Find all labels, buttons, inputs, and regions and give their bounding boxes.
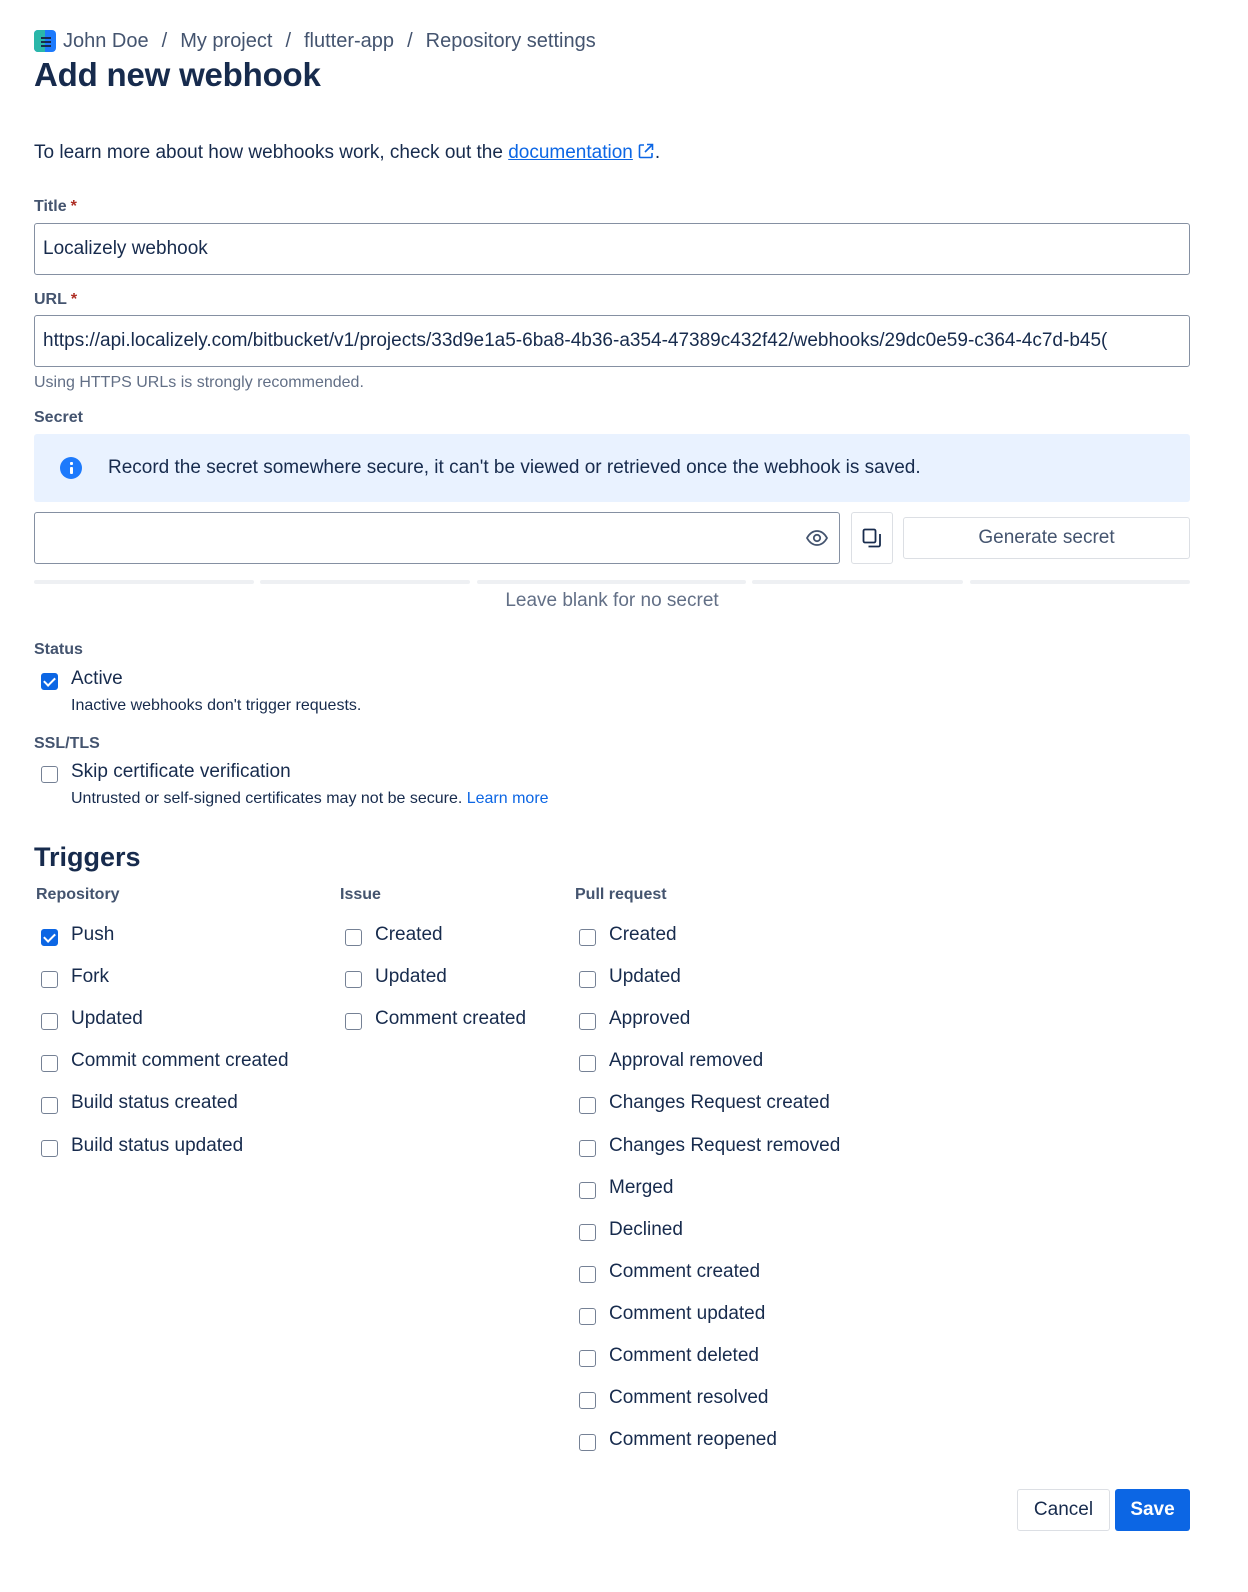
strength-segment bbox=[260, 580, 470, 584]
repository-build-status-updated-checkbox[interactable] bbox=[41, 1140, 58, 1157]
breadcrumb bbox=[34, 28, 596, 54]
pull-request-changes-request-removed-label[interactable]: Changes Request removed bbox=[609, 1135, 841, 1156]
repository-build-status-updated-label[interactable]: Build status updated bbox=[71, 1135, 244, 1156]
pull-request-changes-request-created-label[interactable]: Changes Request created bbox=[609, 1092, 830, 1113]
app-logo-icon bbox=[34, 30, 56, 52]
url-helper-text: Using HTTPS URLs is strongly recommended. bbox=[34, 374, 364, 391]
breadcrumb-user[interactable]: John Doe bbox=[63, 29, 149, 52]
secret-label: Secret bbox=[34, 409, 83, 426]
pull-request-declined-checkbox[interactable] bbox=[579, 1224, 596, 1241]
pull-request-comment-deleted-label[interactable]: Comment deleted bbox=[609, 1345, 759, 1366]
issue-comment-created-checkbox[interactable] bbox=[345, 1013, 362, 1030]
repository-commit-comment-created-checkbox[interactable] bbox=[41, 1055, 58, 1072]
pull-request-created-checkbox[interactable] bbox=[579, 929, 596, 946]
issue-triggers-heading: Issue bbox=[340, 886, 381, 903]
intro-text bbox=[34, 142, 660, 164]
strength-segment bbox=[752, 580, 963, 584]
page-title: Add new webhook bbox=[34, 56, 321, 93]
skip-cert-description bbox=[71, 790, 549, 808]
breadcrumb-repository-settings[interactable]: Repository settings bbox=[425, 29, 596, 52]
issue-created-checkbox[interactable] bbox=[345, 929, 362, 946]
pull-request-approved-checkbox[interactable] bbox=[579, 1013, 596, 1030]
intro-text-body: To learn more about how webhooks work, check out the bbox=[34, 142, 509, 163]
generate-secret-button[interactable]: Generate secret bbox=[903, 517, 1190, 559]
intro-suffix: . bbox=[654, 142, 661, 163]
triggers-heading: Triggers bbox=[34, 842, 141, 872]
pull-request-changes-request-created-checkbox[interactable] bbox=[579, 1097, 596, 1114]
secret-info-text: Record the secret somewhere secure, it can't be viewed or retrieved once the webhook is saved. bbox=[108, 457, 921, 478]
copy-icon bbox=[861, 527, 883, 549]
pull-request-updated-label[interactable]: Updated bbox=[609, 966, 681, 987]
breadcrumb-separator: / bbox=[285, 29, 291, 52]
pull-request-triggers-heading: Pull request bbox=[575, 886, 667, 903]
pull-request-comment-resolved-label[interactable]: Comment resolved bbox=[609, 1387, 769, 1408]
url-label bbox=[34, 291, 77, 309]
repository-updated-label[interactable]: Updated bbox=[71, 1008, 143, 1029]
repository-commit-comment-created-label[interactable]: Commit comment created bbox=[71, 1050, 289, 1071]
documentation-link[interactable]: documentation bbox=[508, 142, 633, 163]
active-checkbox[interactable] bbox=[41, 673, 58, 690]
strength-segment bbox=[34, 580, 254, 584]
pull-request-updated-checkbox[interactable] bbox=[579, 971, 596, 988]
info-icon bbox=[60, 457, 82, 479]
ssl-label: SSL/TLS bbox=[34, 735, 100, 752]
breadcrumb-separator: / bbox=[407, 29, 413, 52]
pull-request-created-label[interactable]: Created bbox=[609, 924, 677, 945]
issue-comment-created-label[interactable]: Comment created bbox=[375, 1008, 527, 1029]
pull-request-approved-label[interactable]: Approved bbox=[609, 1008, 691, 1029]
title-input[interactable]: Localizely webhook bbox=[34, 223, 1190, 275]
pull-request-approval-removed-label[interactable]: Approval removed bbox=[609, 1050, 764, 1071]
repository-build-status-created-label[interactable]: Build status created bbox=[71, 1092, 238, 1113]
repository-push-checkbox[interactable] bbox=[41, 929, 58, 946]
pull-request-declined-label[interactable]: Declined bbox=[609, 1219, 683, 1240]
pull-request-changes-request-removed-checkbox[interactable] bbox=[579, 1140, 596, 1157]
pull-request-comment-updated-checkbox[interactable] bbox=[579, 1308, 596, 1325]
save-button[interactable]: Save bbox=[1115, 1489, 1190, 1531]
repository-build-status-created-checkbox[interactable] bbox=[41, 1097, 58, 1114]
eye-icon[interactable] bbox=[805, 526, 829, 550]
strength-segment bbox=[970, 580, 1190, 584]
required-mark: * bbox=[70, 198, 77, 215]
active-description: Inactive webhooks don't trigger requests. bbox=[71, 697, 362, 714]
external-link-icon[interactable] bbox=[637, 142, 655, 160]
pull-request-comment-updated-label[interactable]: Comment updated bbox=[609, 1303, 766, 1324]
required-mark: * bbox=[70, 291, 78, 308]
breadcrumb-repository[interactable]: flutter-app bbox=[304, 29, 395, 52]
strength-segment bbox=[477, 580, 746, 584]
issue-updated-label[interactable]: Updated bbox=[375, 966, 447, 987]
repository-fork-checkbox[interactable] bbox=[41, 971, 58, 988]
active-checkbox-label[interactable]: Active bbox=[71, 668, 123, 689]
secret-input[interactable] bbox=[34, 512, 840, 564]
repository-updated-checkbox[interactable] bbox=[41, 1013, 58, 1030]
learn-more-link[interactable]: Learn more bbox=[466, 790, 549, 807]
cancel-button[interactable]: Cancel bbox=[1017, 1489, 1110, 1531]
title-label-text: Title bbox=[34, 198, 67, 215]
pull-request-comment-created-label[interactable]: Comment created bbox=[609, 1261, 761, 1282]
skip-cert-checkbox[interactable] bbox=[41, 766, 58, 783]
url-input[interactable]: https://api.localizely.com/bitbucket/v1/projects/33d9e1a5-6ba8-4b36-a354-47389c432f42/webhooks/29dc0e59-c364-4c7d-b45( bbox=[34, 315, 1190, 367]
repository-push-label[interactable]: Push bbox=[71, 924, 115, 945]
secret-info-banner bbox=[34, 434, 1190, 502]
repository-triggers-heading: Repository bbox=[36, 886, 120, 903]
pull-request-comment-deleted-checkbox[interactable] bbox=[579, 1350, 596, 1367]
pull-request-merged-label[interactable]: Merged bbox=[609, 1177, 674, 1198]
pull-request-merged-checkbox[interactable] bbox=[579, 1182, 596, 1199]
issue-created-label[interactable]: Created bbox=[375, 924, 443, 945]
breadcrumb-project[interactable]: My project bbox=[180, 29, 273, 52]
copy-secret-button[interactable] bbox=[851, 512, 893, 564]
title-label bbox=[34, 198, 77, 216]
repository-fork-label[interactable]: Fork bbox=[71, 966, 109, 987]
pull-request-approval-removed-checkbox[interactable] bbox=[579, 1055, 596, 1072]
pull-request-comment-reopened-checkbox[interactable] bbox=[579, 1434, 596, 1451]
issue-updated-checkbox[interactable] bbox=[345, 971, 362, 988]
url-label-text: URL bbox=[34, 291, 67, 308]
breadcrumb-separator: / bbox=[161, 29, 168, 52]
pull-request-comment-created-checkbox[interactable] bbox=[579, 1266, 596, 1283]
status-label: Status bbox=[34, 641, 83, 658]
pull-request-comment-resolved-checkbox[interactable] bbox=[579, 1392, 596, 1409]
skip-cert-description-text: Untrusted or self-signed certificates may not be secure. bbox=[71, 790, 467, 807]
skip-cert-checkbox-label[interactable]: Skip certificate verification bbox=[71, 761, 291, 782]
pull-request-comment-reopened-label[interactable]: Comment reopened bbox=[609, 1429, 777, 1450]
secret-strength-text: Leave blank for no secret bbox=[505, 590, 719, 611]
